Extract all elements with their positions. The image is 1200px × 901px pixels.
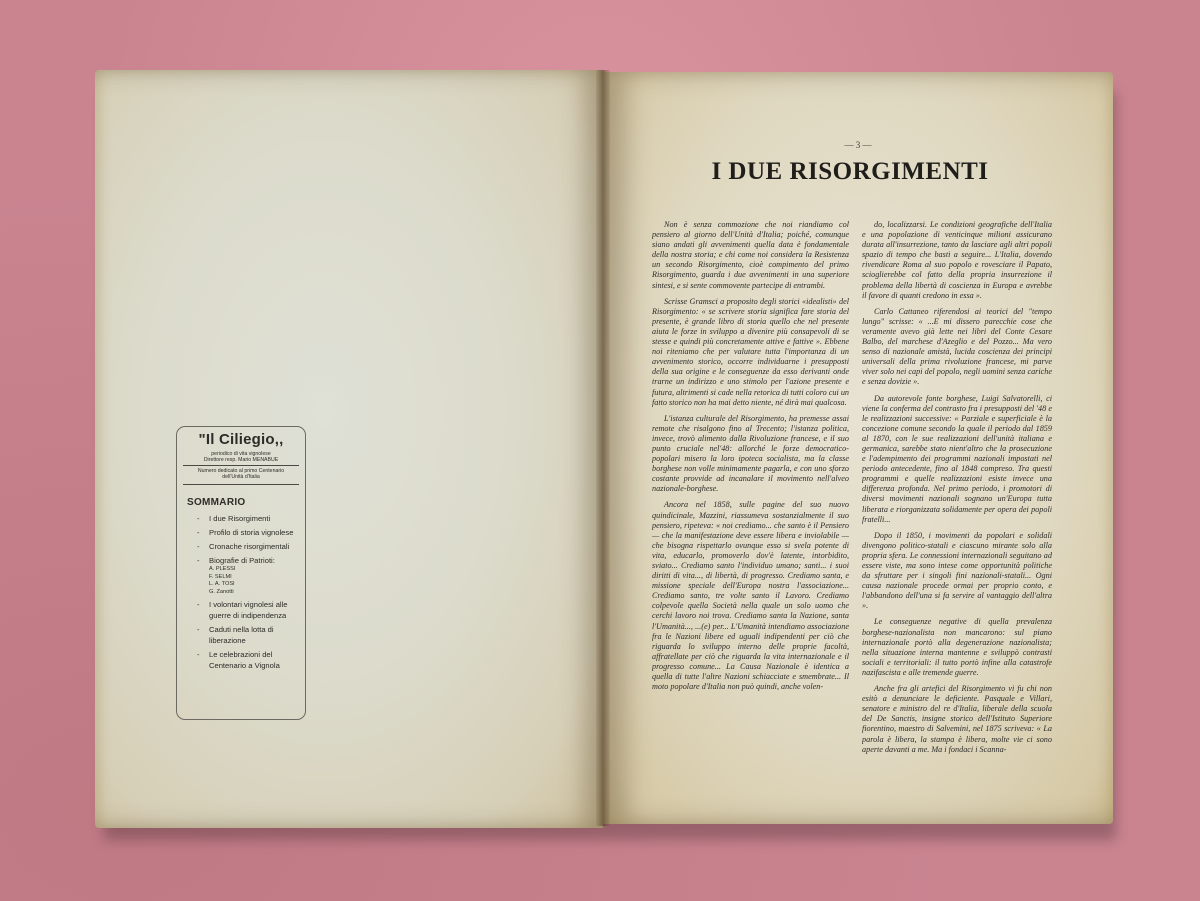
article-column-2: [862, 220, 1052, 760]
masthead-rule-2: [183, 484, 299, 485]
article-paragraph: Scrisse Gramsci a proposito degli storici «idealisti» del Risorgimento: « se scrivere storia significa fare storia del presente, è grande libro di storia quello che nel presente aiuta le forze in sviluppo a divenire più consapevoli di se stesse e quindi più concretamente attive e fattive ». Ebbene noi riteniamo che per valutare tutta l'importanza di un avvenimento storico, occorre individuarne i presupposti della sua origine e le conseguenze da esso derivanti onde trarne un indirizzo e uno stimolo per l'azione presente e futura, altrimenti si cade nella retorica di tutti coloro cui un fatto storico non ha mai detto niente, né dirà mai qualcosa.: [652, 296, 849, 407]
article-paragraph: Non è senza commozione che noi riandiamo col pensiero al giorno dell'Unità d'Italia; poiché, comunque siano andati gli avvenimenti quella data è fondamentale della nostra storia; e chi come noi considera la Resistenza un secondo Risorgimento, cioè compimento del primo Risorgimento, guarda i due avvenimenti in una superiore sintesi, e si sente commovente partecipe di entrambi.: [652, 220, 849, 290]
sommario-item: [195, 599, 303, 621]
sommario-item: [195, 513, 303, 524]
sommario-item-label: Caduti nella lotta di liberazione: [209, 625, 274, 645]
masthead-title: "Il Ciliegio,,: [198, 431, 284, 448]
sommario-item: [195, 541, 303, 552]
sommario-item: [195, 527, 303, 538]
sommario-item-label: Cronache risorgimentali: [209, 542, 290, 551]
sommario-item-label: I due Risorgimenti: [209, 514, 271, 523]
sommario-dash: -: [197, 625, 200, 634]
article-paragraph: Anche fra gli artefici del Risorgimento vi fu chi non esitò a denunciare le deficiente. Pasquale e Villari, senatore e ministro del re d'Italia, liberale della scuola del De Sanctis, insigne storico dell'Istituto Superiore fiorentino, maestro di Salvemini, nel 1875 scriveva: « La parola è libera, la stampa è libera, molte vie ci sono aperte davanti a me. Ma i fondaci i Scanna-: [862, 684, 1052, 754]
article-paragraph: Dopo il 1850, i movimenti da popolari e solidali divengono politico-statali e ciascuno mirante solo alla propria sfera. Le connessioni internazionali seguitano ad essere viste, ma sono intese come opportunità politiche da sfruttare per i singoli fini nazionali-statali... Ogni causa nazionale procede ormai per proprio conto, e l'abbandono dell'una si fa servire al vantaggio dell'altra ».: [862, 530, 1052, 611]
sommario-heading: SOMMARIO: [187, 497, 246, 508]
article-paragraph: Le conseguenze negative di quella prevalenza borghese-nazionalista non mancarono: sul piano internazionale portò alla degenerazione nazionalista; nella situazione interna mantenne e sviluppò contrasti sociali e territoriali: il tutto portò infine alla catastrofe nazifascista e alle tremende guerre.: [862, 617, 1052, 677]
sommario-subitem: G. Zanotti: [209, 588, 234, 595]
article-paragraph: L'istanza culturale del Risorgimento, ha premesse assai remote che risalgono fino al Trecento; l'istanza politica, invece, trovò alimento dalla Rivoluzione francese, e il suo punto cruciale nel'48: allorché le forze democratico-popolari misero la loro ipoteca socialista, ma la classe borghese non volle minimamente pagarla, e con uno sforzo costante provvide ad incanalare il movimento nell'alveo nazionale-borghese.: [652, 413, 849, 494]
article-paragraph: Carlo Cattaneo riferendosi ai teorici del "tempo lungo" scrisse: « ...E mi dissero parecchie cose che veramente avevo già lette nei libri del Conte Cesare Balbo, del marchese d'Azeglio e del Pozzo... Ma vero senso di nazionale amistà, lucida coscienza dei principi universali della prima rivoluzione francese, mi parve viver solo nei capi del popolo, negli uomini senza cariche e senza dovizie ».: [862, 306, 1052, 387]
sommario-dash: -: [197, 528, 200, 537]
article-paragraph: do, localizzarsi. Le condizioni geografiche dell'Italia e una popolazione di venticinque milioni assicurano durata all'insurrezione, tanto da lasciare agli altri popoli spazio di tempo che basti a seguire... L'Italia, dovendo rivendicare Roma al suo popolo e rovesciare il Papato, scioglierebbe col fatto della propria insurrezione il problema della libertà di coscienza in Europa e avrebbe il favore di quanti credono in essa ».: [862, 220, 1052, 300]
sommario-dash: -: [197, 650, 200, 659]
sommario-subitem: A. PLESSI: [209, 566, 236, 572]
sommario-item-label: Biografie di Patrioti:: [209, 556, 275, 565]
masthead-dedication-1: Numero dedicato al primo Centenario: [197, 468, 285, 474]
masthead-rule: [183, 465, 299, 466]
sommario-item: [195, 624, 303, 646]
left-page: [95, 70, 603, 828]
sommario-item: [195, 649, 303, 671]
sommario-subitem: F. SELMI: [209, 573, 232, 580]
masthead-director: Direttore resp. Mario MENABUE: [203, 457, 279, 463]
sommario-subitem: L. A. TOSI: [209, 581, 235, 587]
sommario-dash: -: [197, 600, 200, 609]
article-paragraph: Ancora nel 1858, sulle pagine del suo nuovo quindicinale, Mazzini, riassumeva sostanzialmente il suo pensiero, ripeteva: « noi crediamo... che santo è il Pensiero — che la manifestazione deve essere libera e inviolabile — che bisogna rispettarlo ovunque esso si svela potente di vita, educarlo, promoverlo dov'è latente, intorbidito, sviato... Crediamo santo l'individuo umano; santi... i suoi diritti di vita..., di libertà, di progresso. Crediamo santa, e missione speciale dell'Europa nostra l'associazione... Crediamo santo, tre volte santo il Lavoro. Crediamo colpevole quella Società nella quale un solo uomo che cerchi lavoro noi trova. Crediamo santa la Nazione, santa l'Umanità..., ...(e) per... L'Umanità intendiamo associazione fra le Nazioni libere ed uguali indipendenti per ciò che riguarda lo sviluppo interno delle proprie facoltà, affratellate per ciò che riguarda la vita internazionale e il progresso comune... La Causa Nazionale è identica a quella di tutte l'altre Nazioni schiacciate e smembrate... Il moto popolare d'Italia non può quindi, anche volen-: [652, 500, 849, 692]
article-title: I DUE RISORGIMENTI: [711, 158, 989, 185]
booklet-spine: [596, 70, 610, 826]
sommario-item: [195, 555, 303, 596]
sommario-dash: -: [197, 556, 200, 565]
sommario-item-label: Le celebrazioni del Centenario a Vignola: [209, 650, 280, 670]
sommario-list: [195, 513, 303, 674]
sommario-item-label: Profilo di storia vignolese: [209, 528, 294, 537]
page-number: — 3 —: [844, 140, 872, 150]
sommario-item-label: I volontari vignolesi alle guerre di indipendenza: [209, 600, 288, 620]
sommario-dash: -: [197, 542, 200, 551]
sommario-dash: -: [197, 514, 200, 523]
masthead-subtitle: periodico di vita vignolese: [211, 451, 271, 457]
masthead-dedication-2: dell'Unità d'Italia: [222, 474, 260, 480]
article-column-1: [652, 220, 849, 790]
masthead-box: [176, 426, 306, 720]
article-paragraph: Da autorevole fonte borghese, Luigi Salvatorelli, ci viene la conferma del contrasto fra i presupposti del '48 e le realizzazioni successive: « Parziale e superficiale è la concezione comune secondo la quale il periodo dal 1859 al 1870, con le sue realizzazioni dell'unità italiana e germanica, sarebbe stato nient'altro che la prosecuzione e l'adempimento dei programmi nazionali impostati nel periodo antecedente, fino al 1848 compreso. Tra questi programmi e quelle realizzazioni esiste invece una differenza profonda. Nel primo periodo, i promotori di diversi movimenti nazionali sognano un'Europa tutta liberata e riorganizzata solidamente per opera dei popoli fratelli...: [862, 393, 1052, 524]
